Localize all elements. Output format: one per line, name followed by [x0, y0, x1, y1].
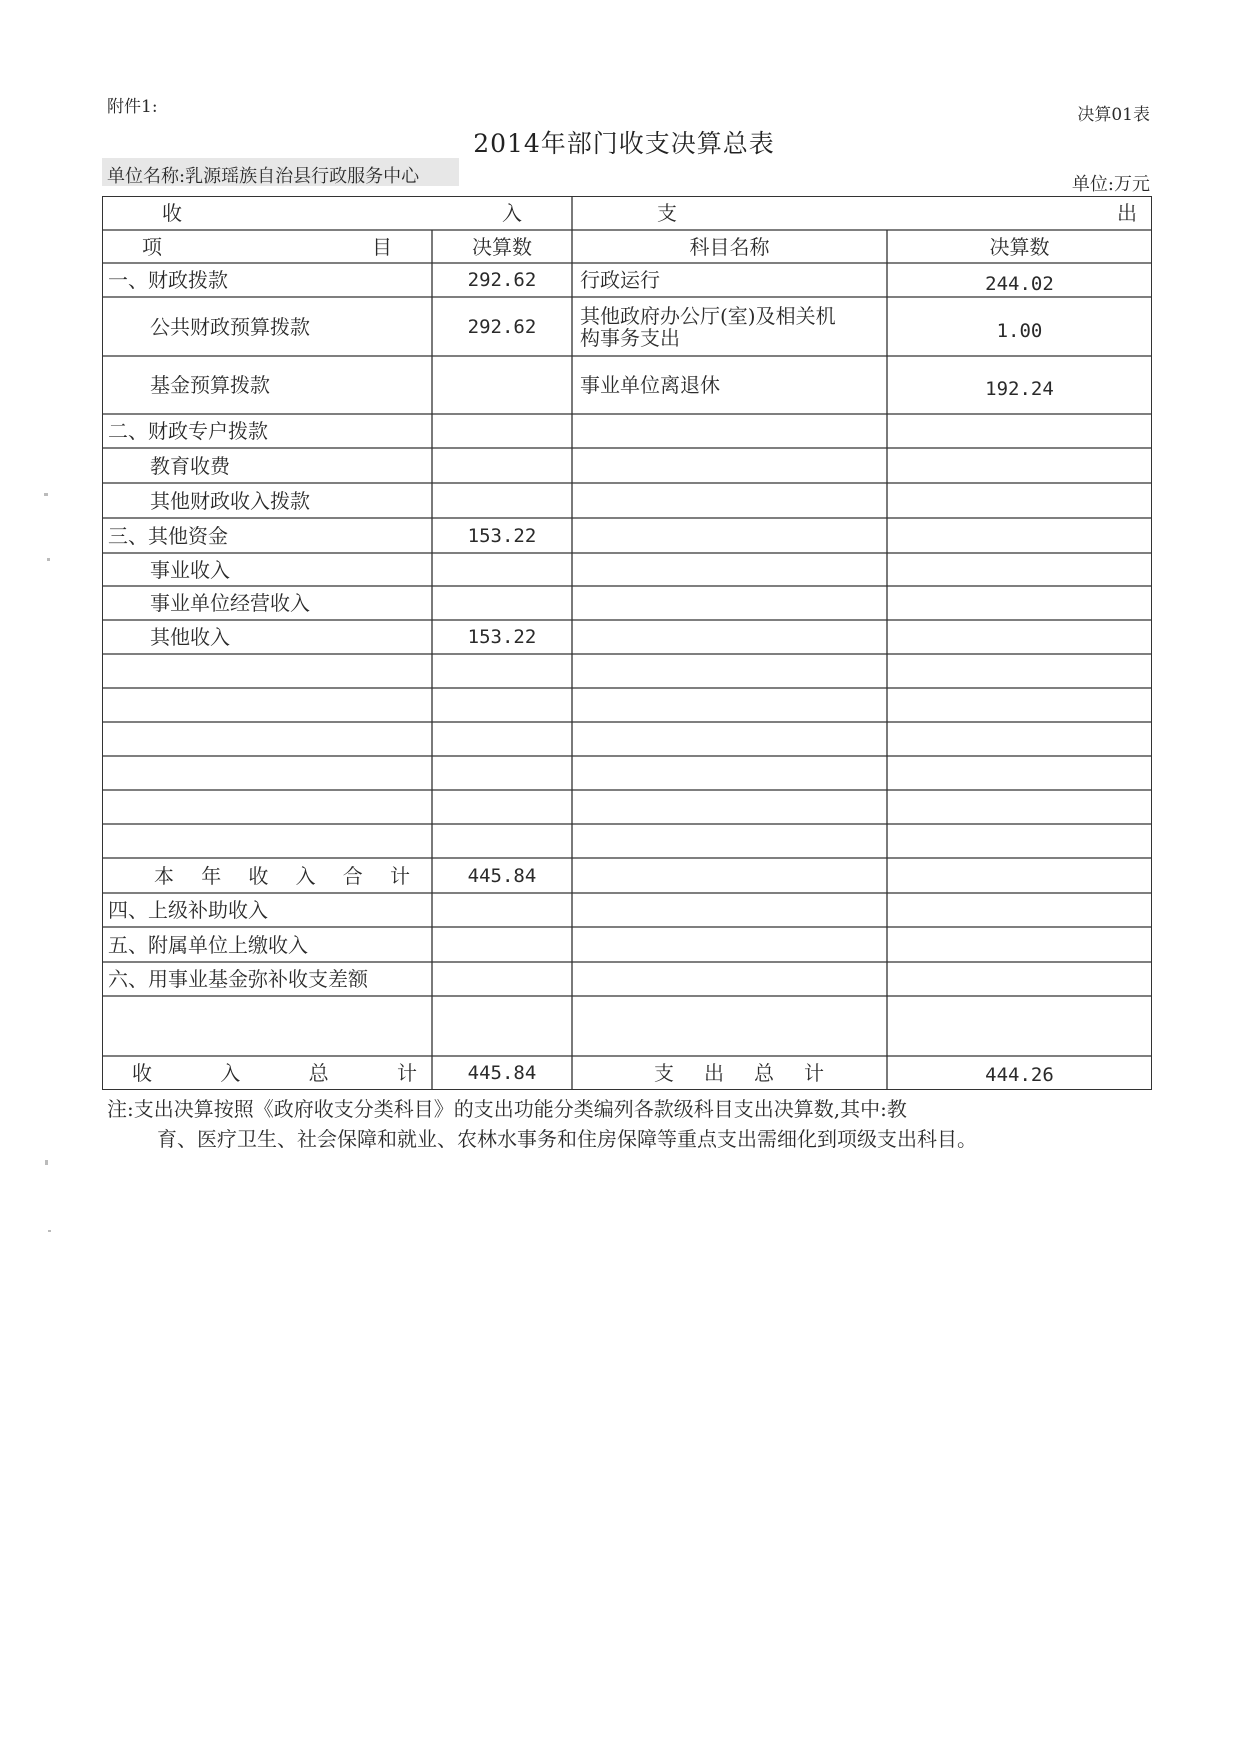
expense-subject: 事业单位离退休 [580, 373, 720, 397]
scan-speck [48, 1230, 51, 1232]
income-item: 其他收入 [150, 625, 230, 649]
expense-total: 444.26 [985, 1064, 1054, 1086]
form-code: 决算01表 [1077, 105, 1150, 125]
subject-column-header: 科目名称 [689, 234, 770, 259]
income-item: 二、财政专户拨款 [108, 419, 268, 443]
income-amount: 445.84 [467, 864, 537, 887]
expense-subject: 行政运行 [580, 268, 660, 292]
income-item: 四、上级补助收入 [108, 898, 268, 922]
spaced-char: 出 [1117, 201, 1137, 225]
footnote-line-1: 注:支出决算按照《政府收支分类科目》的支出功能分类编列各款级科目支出决算数,其中:教 [107, 1097, 907, 1121]
income-item: 五、附属单位上缴收入 [108, 932, 308, 957]
income-subtotal-label [154, 858, 410, 893]
income-amount: 153.22 [467, 524, 537, 547]
income-total: 445.84 [467, 1062, 537, 1084]
spaced-char: 出 [704, 1061, 724, 1085]
spaced-char: 支 [657, 201, 677, 225]
income-item: 基金预算拨款 [150, 373, 270, 397]
income-amount: 153.22 [467, 626, 537, 648]
unit-name: 单位名称:乳源瑶族自治县行政服务中心 [107, 166, 420, 187]
spaced-char: 入 [220, 1061, 241, 1085]
spaced-char: 支 [654, 1061, 674, 1085]
spaced-char: 收 [132, 1061, 152, 1085]
income-group-header [162, 196, 522, 230]
footnote [107, 1094, 1167, 1154]
expense-amount: 1.00 [996, 319, 1043, 342]
subject-line: 其他政府办公厅(室)及相关机 [580, 303, 836, 328]
spaced-char: 收 [248, 863, 269, 888]
spaced-char: 合 [342, 863, 363, 888]
spaced-char: 目 [372, 234, 392, 259]
income-item: 事业收入 [150, 557, 230, 582]
expense-amount: 192.24 [985, 378, 1054, 400]
scan-speck [47, 558, 50, 561]
subject-line: 构事务支出 [580, 325, 680, 350]
spaced-char: 总 [308, 1061, 329, 1085]
spaced-char: 本 [154, 863, 174, 888]
income-item: 六、用事业基金弥补收支差额 [108, 967, 368, 991]
income-item: 公共财政预算拨款 [150, 314, 310, 339]
scan-speck [44, 493, 48, 496]
income-item: 事业单位经营收入 [150, 591, 310, 615]
spaced-char: 年 [201, 863, 222, 888]
income-item: 教育收费 [150, 453, 230, 478]
scan-speck [45, 1160, 48, 1165]
currency-unit: 单位:万元 [1071, 174, 1150, 195]
footnote-line-2: 育、医疗卫生、社会保障和就业、农林水事务和住房保障等重点支出需细化到项级支出科目。 [157, 1127, 977, 1151]
spaced-char: 项 [142, 234, 162, 259]
item-column-header [142, 230, 392, 263]
expense-group-header [657, 196, 1137, 230]
expense-amount-header: 决算数 [989, 234, 1050, 259]
income-item: 三、其他资金 [108, 523, 228, 548]
income-amount: 292.62 [467, 269, 537, 291]
income-item: 一、财政拨款 [108, 268, 228, 292]
income-total-label [132, 1056, 417, 1090]
expense-total-label [654, 1056, 824, 1090]
expense-subject [580, 297, 885, 356]
spaced-char: 计 [804, 1061, 824, 1085]
spaced-char: 入 [295, 863, 316, 888]
income-item: 其他财政收入拨款 [150, 488, 310, 513]
spaced-char: 计 [396, 1061, 417, 1085]
expense-amount: 244.02 [985, 273, 1054, 295]
spaced-char: 计 [389, 863, 410, 888]
spaced-char: 收 [162, 201, 182, 225]
budget-summary-table [102, 196, 1152, 1090]
spaced-char: 总 [754, 1061, 774, 1085]
attachment-label: 附件1: [107, 97, 158, 117]
income-amount-header: 决算数 [472, 234, 532, 259]
page-title: 2014年部门收支决算总表 [473, 129, 775, 158]
spaced-char: 入 [502, 201, 522, 225]
income-amount: 292.62 [467, 315, 537, 338]
